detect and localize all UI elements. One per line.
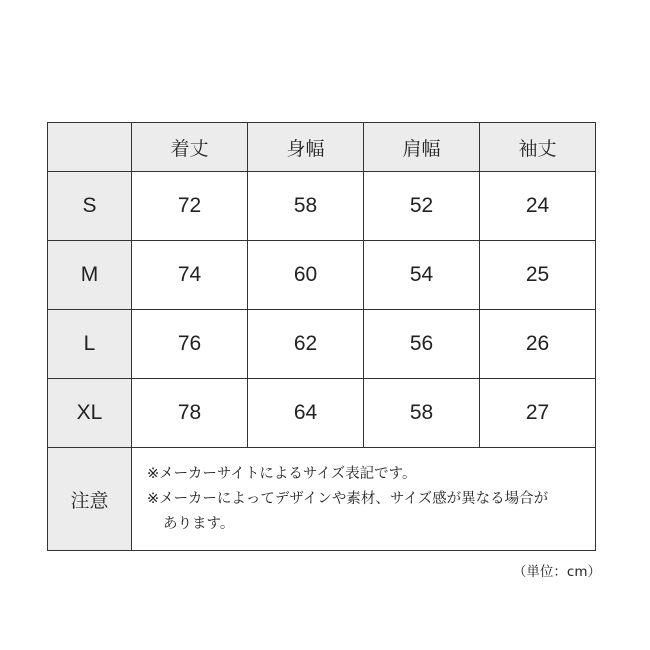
table-row [48,172,596,241]
note-line: ※メーカーサイトによるサイズ表記です。 [147,465,417,482]
header-length: 着丈 [132,123,248,172]
unit-label: （単位：cm） [512,564,601,580]
table-cell: 60 [248,241,364,310]
table-cell: 27 [480,379,596,448]
table-cell: 26 [480,310,596,379]
table-cell: 58 [248,172,364,241]
size-label: M [48,241,132,310]
header-body-width: 身幅 [248,123,364,172]
size-label: XL [48,379,132,448]
size-chart-table [47,122,596,551]
table-cell: 72 [132,172,248,241]
table-cell: 25 [480,241,596,310]
table-cell: 78 [132,379,248,448]
note-text [132,448,596,551]
table-cell: 52 [364,172,480,241]
header-row [48,123,596,172]
table-cell: 64 [248,379,364,448]
size-label: L [48,310,132,379]
table-cell: 62 [248,310,364,379]
note-label: 注意 [48,448,132,551]
table-row [48,241,596,310]
table-cell: 74 [132,241,248,310]
table-cell: 24 [480,172,596,241]
corner-cell [48,123,132,172]
table-cell: 76 [132,310,248,379]
header-shoulder-width: 肩幅 [364,123,480,172]
table-row [48,310,596,379]
table-cell: 54 [364,241,480,310]
table-cell: 58 [364,379,480,448]
table-cell: 56 [364,310,480,379]
table-row [48,379,596,448]
header-sleeve-length: 袖丈 [480,123,596,172]
size-label: S [48,172,132,241]
note-line: ※メーカーによってデザインや素材、サイズ感が異なる場合が [147,490,549,507]
note-row [48,448,596,551]
note-line: あります。 [163,515,235,532]
